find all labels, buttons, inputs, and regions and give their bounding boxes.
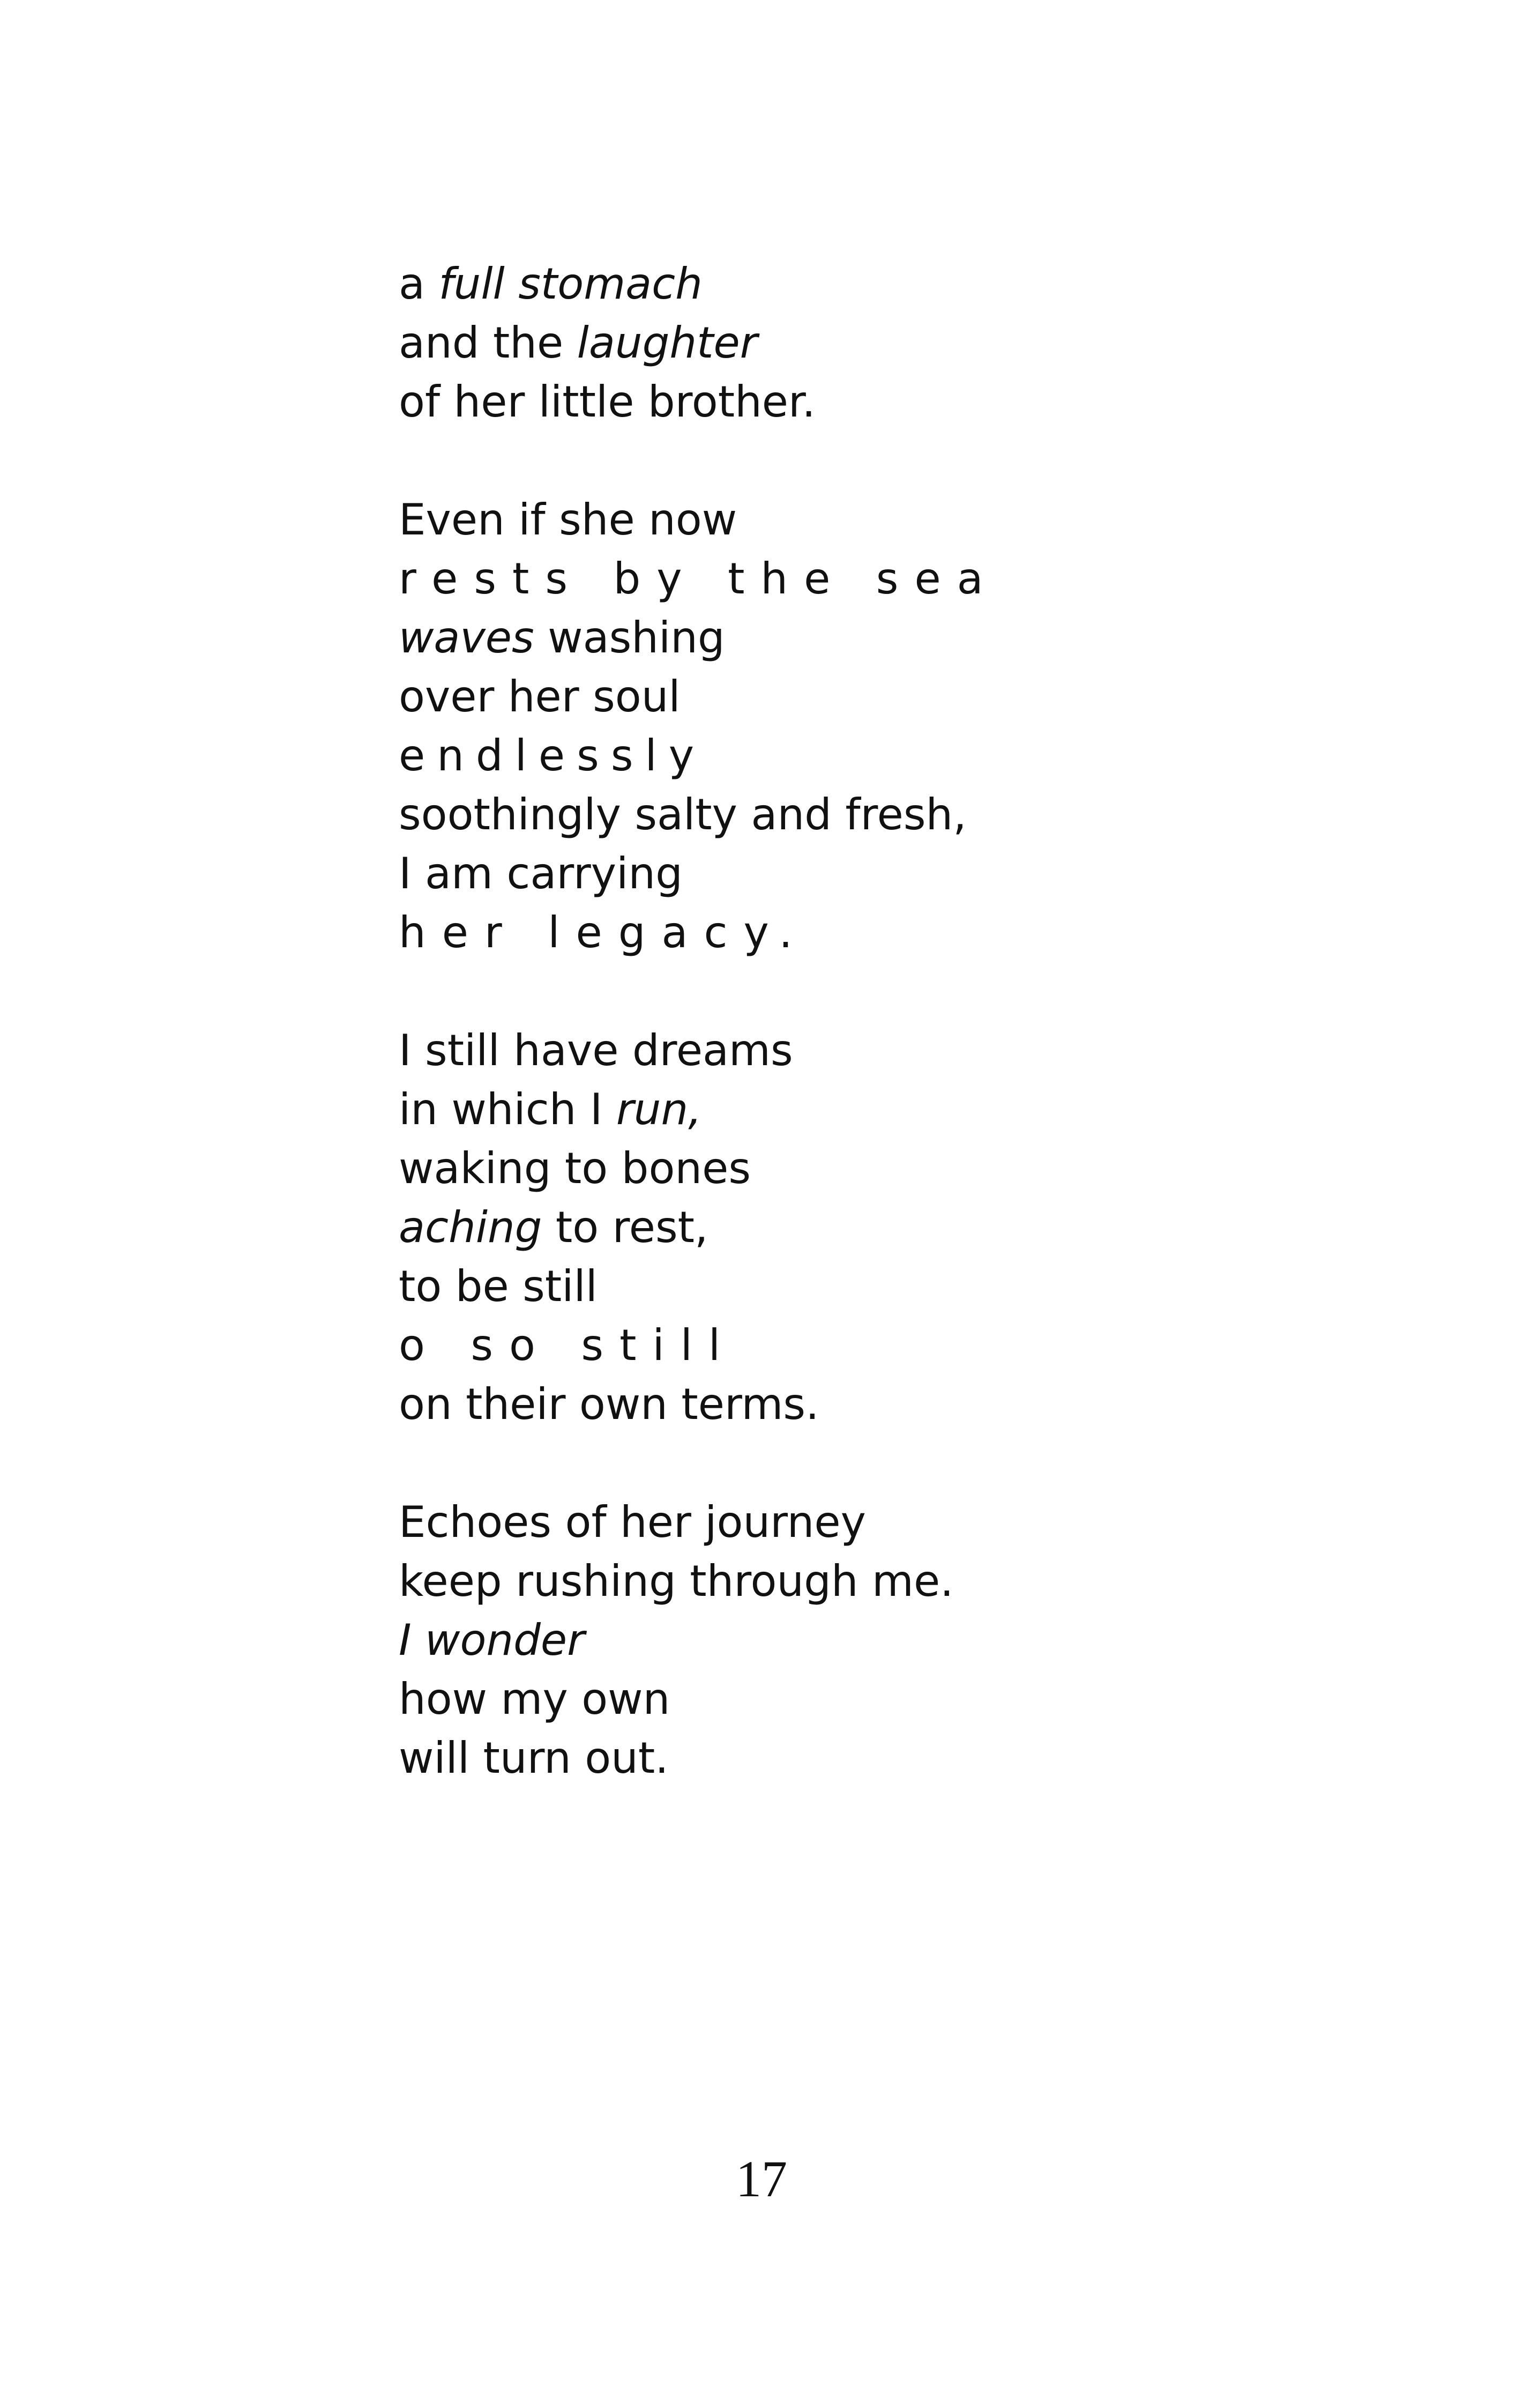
poem-body	[399, 255, 1417, 1788]
stanza-break	[399, 432, 1417, 490]
poem-line-italic: I wonder	[399, 1615, 585, 1665]
stanza-break	[399, 1434, 1417, 1493]
poem-line-spaced: rests by the sea	[399, 554, 999, 604]
poem-line: how my own	[399, 1674, 670, 1724]
page-number: 17	[736, 2150, 787, 2208]
poem-line: waking to bones	[399, 1143, 751, 1193]
poem-line: to be still	[399, 1261, 598, 1311]
poem-text: and the	[399, 318, 577, 368]
poem-line	[399, 1080, 1417, 1139]
poem-text-italic: waves	[399, 613, 534, 663]
poem-line: on their own terms.	[399, 1379, 819, 1429]
poem-text-italic: aching	[399, 1202, 542, 1252]
poem-line: I am carrying	[399, 849, 683, 898]
poem-line	[399, 255, 1417, 314]
poem-line: will turn out.	[399, 1733, 669, 1783]
poem-line	[399, 608, 1417, 667]
poem-text-italic: laughter	[577, 318, 758, 368]
poem-line-spaced: endlessly	[399, 731, 706, 781]
poem-line	[399, 1198, 1417, 1257]
poem-line-spaced: o so still	[399, 1320, 737, 1370]
poem-text: washing	[534, 613, 725, 663]
poem-line	[399, 314, 1417, 373]
poem-line: Even if she now	[399, 495, 737, 545]
poem-text-italic: run,	[616, 1084, 702, 1134]
poem-line: over her soul	[399, 672, 681, 722]
poem-line: Echoes of her journey	[399, 1497, 866, 1547]
poem-text: to rest,	[542, 1202, 708, 1252]
poem-text: in which I	[399, 1084, 616, 1134]
poem-text-italic: full stomach	[438, 259, 703, 309]
poem-line: keep rushing through me.	[399, 1556, 954, 1606]
poem-line: soothingly salty and fresh,	[399, 790, 967, 839]
stanza-break	[399, 962, 1417, 1021]
poem-line-spaced: her legacy.	[399, 908, 809, 957]
poem-text: a	[399, 259, 439, 309]
poem-line: of her little brother.	[399, 377, 816, 427]
poem-line: I still have dreams	[399, 1025, 793, 1075]
